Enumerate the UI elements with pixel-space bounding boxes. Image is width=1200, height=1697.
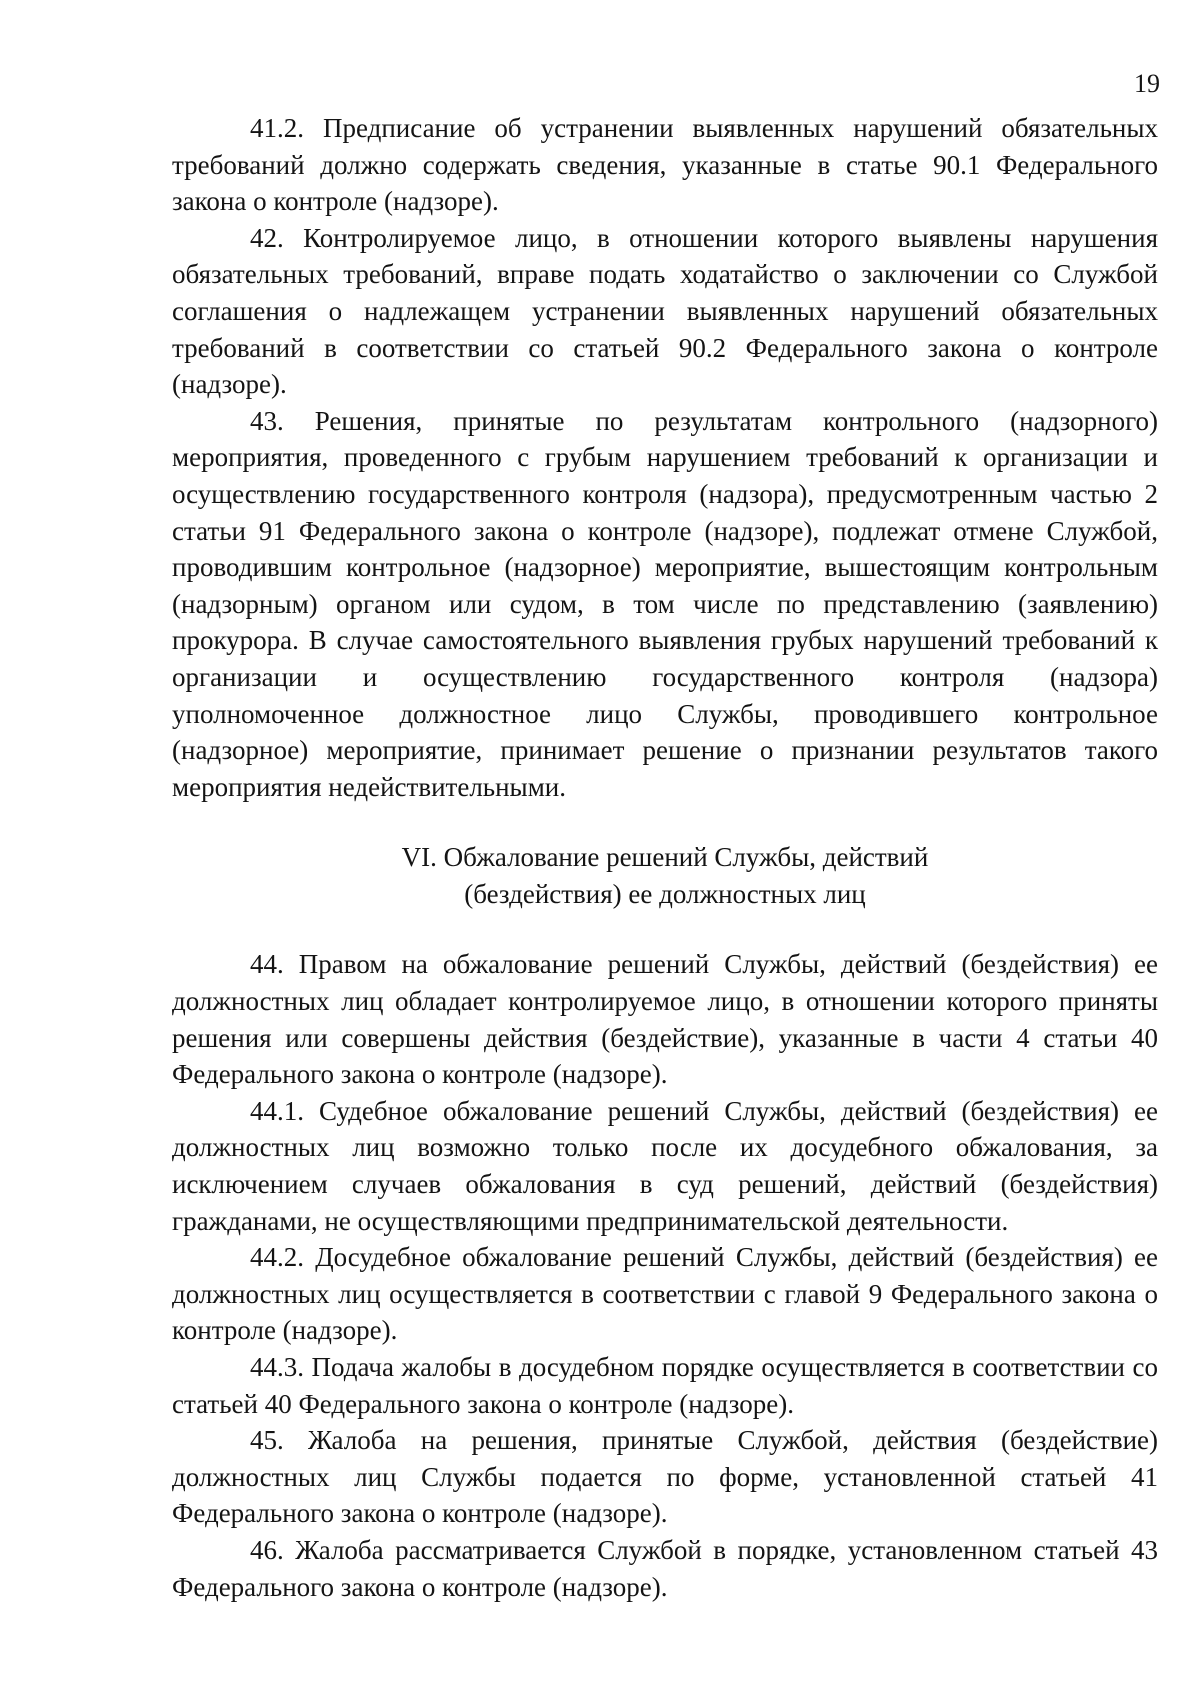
paragraph-46: 46. Жалоба рассматривается Службой в порядке, установленном статьей 43 Федерального закона о контроле (надзоре). <box>172 1534 1158 1602</box>
section-heading <box>172 839 1158 912</box>
page-number: 19 <box>1134 69 1160 98</box>
paragraphs-after-section <box>172 946 1158 1605</box>
paragraph-41-2: 41.2. Предписание об устранении выявленных нарушений обязательных требований должно содержать сведения, указанные в статье 90.1 Федерального закона о контроле (надзоре). <box>172 113 1158 217</box>
paragraph-42: 42. Контролируемое лицо, в отношении которого выявлены нарушения обязательных требований, вправе подать ходатайство о заключении со Службой соглашения о надлежащем устранении выявленных нарушений обязательных требований в соответствии со статьей 90.2 Федерального закона о контроле (надзоре). <box>172 222 1158 400</box>
paragraph-43: 43. Решения, принятые по результатам контрольного (надзорного) мероприятия, проведенного с грубым нарушением требований к организации и осуществлению государственного контроля (надзора), предусмотренным частью 2 статьи 91 Федерального закона о контроле (надзоре), подлежат отмене Службой, проводившим контрольное (надзорное) мероприятие, вышестоящим контрольным (надзорным) органом или судом, в том числе по представлению (заявлению) прокурора. В случае самостоятельного выявления грубых нарушений требований к организации и осуществлению государственного контроля (надзора) уполномоченное должностное лицо Службы, проводившего контрольное (надзорное) мероприятие, принимает решение о признании результатов такого мероприятия недействительными. <box>172 405 1158 802</box>
paragraph-44: 44. Правом на обжалование решений Службы, действий (бездействия) ее должностных лиц обладает контролируемое лицо, в отношении которого приняты решения или совершены действия (бездействие), указанные в части 4 статьи 40 Федерального закона о контроле (надзоре). <box>172 949 1158 1090</box>
paragraph-44-1: 44.1. Судебное обжалование решений Службы, действий (бездействия) ее должностных лиц возможно только после их досудебного обжалования, за исключением случаев обжалования в суд решений, действий (бездействия) гражданами, не осуществляющими предпринимательской деятельности. <box>172 1095 1158 1236</box>
paragraphs-before-section <box>172 110 1158 805</box>
section-heading-line-2: (бездействия) ее должностных лиц <box>464 878 866 909</box>
document-body <box>172 110 1158 1605</box>
paragraph-44-2: 44.2. Досудебное обжалование решений Службы, действий (бездействия) ее должностных лиц осуществляется в соответствии с главой 9 Федерального закона о контроле (надзоре). <box>172 1242 1158 1346</box>
section-heading-line-1: VI. Обжалование решений Службы, действий <box>401 842 929 873</box>
paragraph-44-3: 44.3. Подача жалобы в досудебном порядке осуществляется в соответствии со статьей 40 Федерального закона о контроле (надзоре). <box>172 1352 1158 1419</box>
paragraph-45: 45. Жалоба на решения, принятые Службой, действия (бездействие) должностных лиц Службы подается по форме, установленной статьей 41 Федерального закона о контроле (надзоре). <box>172 1425 1158 1529</box>
